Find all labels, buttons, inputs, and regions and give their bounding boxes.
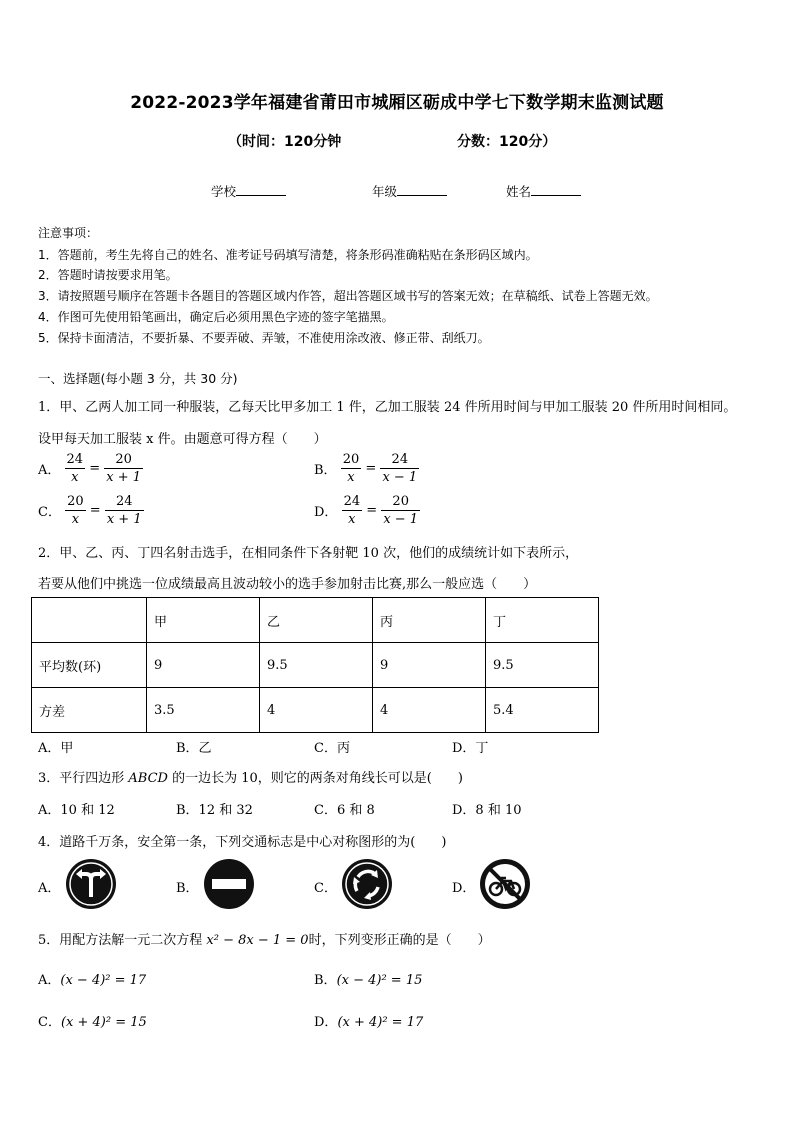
grade-blank xyxy=(397,183,447,196)
q5-option-b xyxy=(314,969,422,988)
notice-item: 1．答题前，考生先将自己的姓名、准考证号码填写清楚，将条形码准确粘贴在条形码区域内。 xyxy=(38,248,538,262)
page-title: 2022-2023学年福建省莆田市城厢区砺成中学七下数学期末监测试题 xyxy=(130,93,664,113)
school-blank xyxy=(236,183,286,196)
no-bicycle-sign-icon xyxy=(478,857,532,911)
q2-option-c: C．丙 xyxy=(314,741,350,756)
q1-option-d: D． $\frac{24}{x}$ = $\frac{20}{x - 1}$ xyxy=(314,494,419,527)
fraction-denominator: x − 1 xyxy=(383,512,419,527)
option-expression: (x − 4)² = 17 xyxy=(60,973,147,988)
grade-label: 年级 xyxy=(372,184,398,199)
q3-variable: ABCD xyxy=(128,771,168,786)
fraction-numerator: 24 xyxy=(105,493,144,511)
q1-option-c: C． $\frac{20}{x}$ = $\frac{24}{x + 1}$ xyxy=(38,494,142,527)
table-cell: 乙 xyxy=(260,598,373,643)
fraction-denominator: x xyxy=(347,470,355,485)
option-expression: (x + 4)² = 17 xyxy=(337,1015,424,1030)
q5-option-c xyxy=(38,1011,147,1030)
q3-stem-text-2: 的一边长为 10，则它的两条对角线长可以是( ) xyxy=(167,771,463,786)
fraction-numerator: 20 xyxy=(381,493,420,511)
turn-left-right-sign-icon xyxy=(64,857,118,911)
q3-option-c: C．6 和 8 xyxy=(314,803,375,818)
option-label: A． xyxy=(38,463,61,478)
q4-option-d-label: D． xyxy=(452,881,476,896)
fraction-numerator: 20 xyxy=(104,451,143,469)
notice-item: 2．答题时请按要求用笔。 xyxy=(38,268,178,282)
fraction-denominator: x xyxy=(71,512,80,527)
q4-stem: 4．道路千万条，安全第一条，下列交通标志是中心对称图形的为( ) xyxy=(38,835,447,850)
option-label: B． xyxy=(314,463,337,478)
table-cell: 5.4 xyxy=(486,688,599,733)
notice-item: 5．保持卡面清洁，不要折暴、不要弄破、弄皱，不准使用涂改液、修正带、刮纸刀。 xyxy=(38,331,490,345)
q4-option-c-label: C． xyxy=(314,881,337,896)
name-blank xyxy=(531,183,581,196)
table-cell: 4 xyxy=(260,688,373,733)
notice-item: 3．请按照题号顺序在答题卡各题目的答题区域内作答，超出答题区域书写的答案无效；在草稿纸、试卷上答题无效。 xyxy=(38,289,658,303)
q5-stem-text: 5．用配方法解一元二次方程 xyxy=(38,933,207,948)
option-label: A． xyxy=(38,973,61,988)
table-cell: 9.5 xyxy=(486,643,599,688)
table-cell: 9.5 xyxy=(260,643,373,688)
table-cell: 3.5 xyxy=(147,688,260,733)
fraction-numerator: 20 xyxy=(67,494,84,509)
option-expression: (x − 4)² = 15 xyxy=(336,973,423,988)
table-cell: 丙 xyxy=(373,598,486,643)
fraction-numerator: 24 xyxy=(343,494,361,509)
q3-stem xyxy=(38,767,463,786)
fraction-numerator: 20 xyxy=(342,452,360,467)
q1-option-b: B． $\frac{20}{x}$ = $\frac{24}{x - 1}$ xyxy=(314,452,418,485)
option-label: C． xyxy=(38,505,61,520)
school-label: 学校 xyxy=(211,184,237,199)
q4-option-a-label: A． xyxy=(38,881,61,896)
table-cell xyxy=(32,598,147,643)
fraction-denominator: x + 1 xyxy=(106,470,142,485)
q2-stem: 2．甲、乙、丙、丁四名射击选手，在相同条件下各射靶 10 次，他们的成绩统计如下表所示， xyxy=(38,546,579,561)
score-table xyxy=(31,597,599,733)
table-cell: 4 xyxy=(373,688,486,733)
notice-heading: 注意事项： xyxy=(38,226,99,240)
score-label: 分数：120分） xyxy=(457,134,557,150)
grade-field xyxy=(372,182,447,200)
q2-option-b: B．乙 xyxy=(176,741,212,756)
table-header-row xyxy=(32,598,599,643)
no-entry-sign-icon xyxy=(202,857,256,911)
table-row xyxy=(32,643,599,688)
q3-option-b: B．12 和 32 xyxy=(176,803,253,818)
section-heading: 一、选择题(每小题 3 分，共 30 分) xyxy=(38,371,238,386)
q2-option-d: D．丁 xyxy=(452,741,489,756)
option-label: C． xyxy=(38,1015,61,1030)
option-label: D． xyxy=(314,505,338,520)
q5-option-a xyxy=(38,969,146,988)
q5-option-d xyxy=(314,1011,423,1030)
table-cell: 平均数(环) xyxy=(32,643,147,688)
table-cell: 丁 xyxy=(486,598,599,643)
q3-option-d: D．8 和 10 xyxy=(452,803,522,818)
q1-stem: 1．甲、乙两人加工同一种服装，乙每天比甲多加工 1 件，乙加工服装 24 件所用时间与甲加工服装 20 件所用时间相同。 xyxy=(38,400,737,415)
fraction-denominator: x − 1 xyxy=(382,470,418,485)
fraction-denominator: x + 1 xyxy=(106,512,142,527)
fraction-denominator: x xyxy=(348,512,356,527)
table-row xyxy=(32,688,599,733)
q1-stem-2: 设甲每天加工服装 x 件。由题意可得方程（ ） xyxy=(38,432,327,447)
fraction-numerator: 24 xyxy=(380,451,419,469)
table-cell: 甲 xyxy=(147,598,260,643)
q3-stem-text: 3．平行四边形 xyxy=(38,771,129,786)
option-label: D． xyxy=(314,1015,338,1030)
fraction-numerator: 24 xyxy=(66,452,84,467)
school-field xyxy=(211,182,286,200)
option-label: B． xyxy=(314,973,337,988)
q4-option-b-label: B． xyxy=(176,881,199,896)
time-label: （时间：120分钟 xyxy=(228,134,342,150)
q2-stem-2: 若要从他们中挑选一位成绩最高且波动较小的选手参加射击比赛,那么一般应选（ ） xyxy=(38,577,537,592)
roundabout-sign-icon xyxy=(340,857,394,911)
option-expression: (x + 4)² = 15 xyxy=(60,1015,147,1030)
name-label: 姓名 xyxy=(506,184,532,199)
q1-option-a: A． $\frac{24}{x}$ = $\frac{20}{x + 1}$ xyxy=(38,452,142,485)
fraction-denominator: x xyxy=(71,470,79,485)
table-cell: 方差 xyxy=(32,688,147,733)
q2-option-a: A．甲 xyxy=(38,741,74,756)
q5-stem xyxy=(38,929,491,948)
q3-option-a: A．10 和 12 xyxy=(38,803,115,818)
notice-item: 4．作图可先使用铅笔画出，确定后必须用黑色字迹的签字笔描黑。 xyxy=(38,310,394,324)
name-field xyxy=(506,182,581,200)
q5-stem-text-2: 时，下列变形正确的是（ ） xyxy=(308,933,491,948)
q5-equation: x² − 8x − 1 = 0 xyxy=(206,933,309,948)
table-cell: 9 xyxy=(373,643,486,688)
table-cell: 9 xyxy=(147,643,260,688)
